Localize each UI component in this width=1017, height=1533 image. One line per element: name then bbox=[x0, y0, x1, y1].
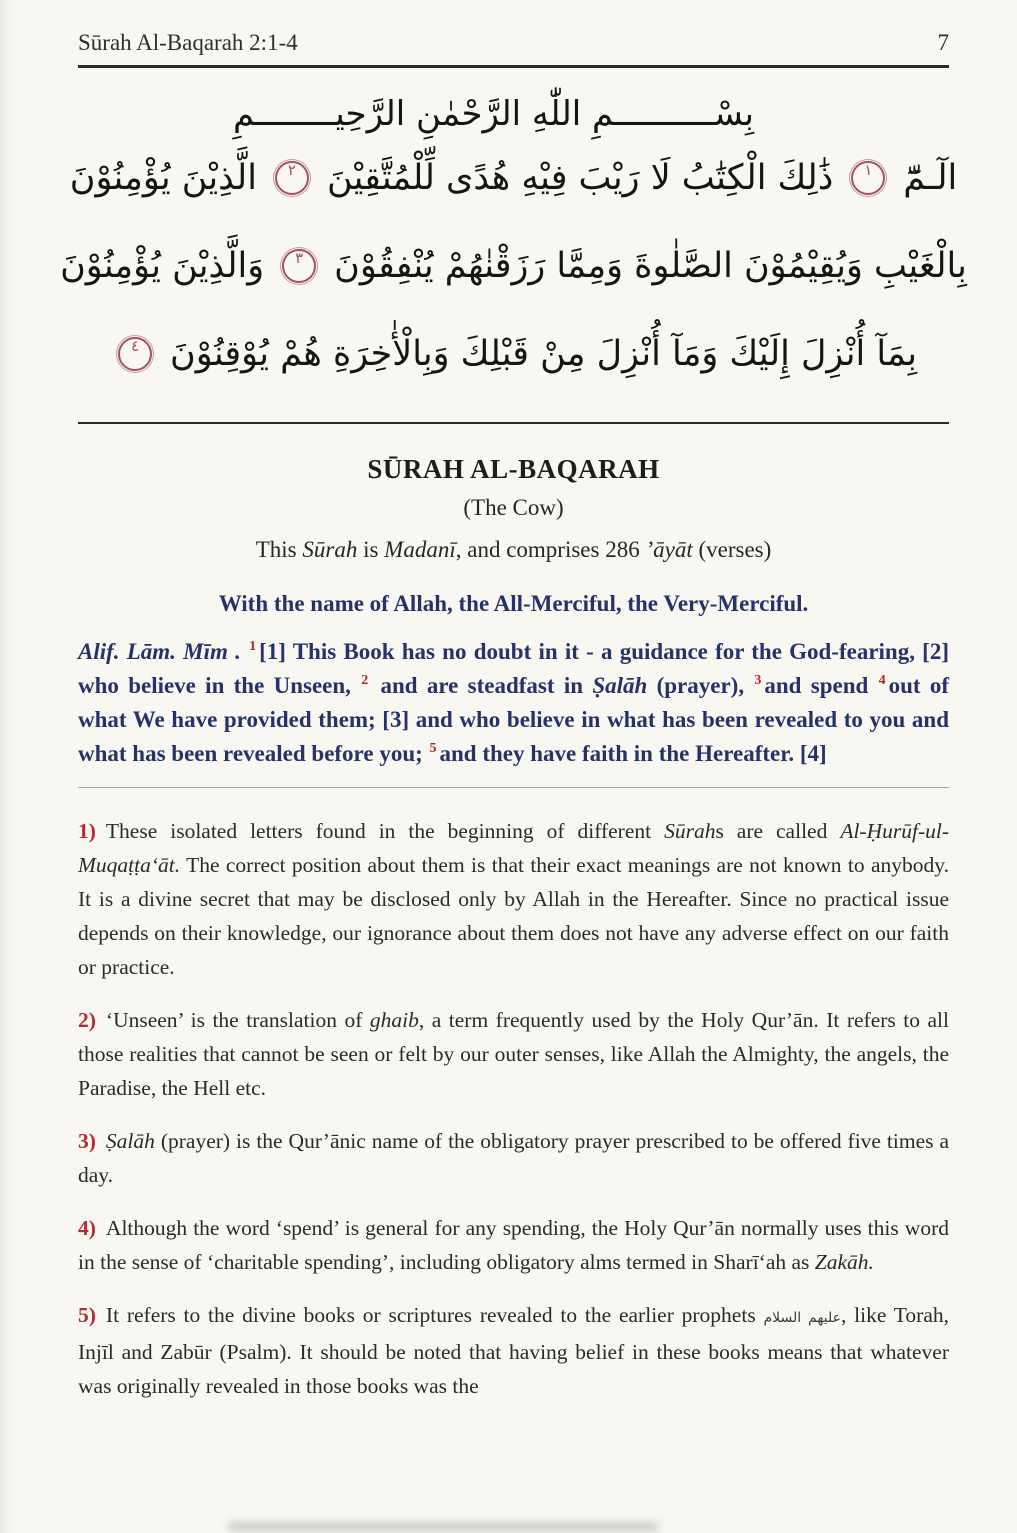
section-rule bbox=[78, 422, 949, 424]
footnotes-section bbox=[78, 814, 949, 1403]
page-number: 7 bbox=[937, 30, 949, 55]
footnote-number: 1) bbox=[78, 819, 96, 843]
footnote-5 bbox=[78, 1298, 949, 1403]
quran-verse-line-2: بِالْغَيْبِ وَيُقِيْمُوْنَ الصَّلٰوةَ وَمِمَّا رَزَقْنٰهُمْ يُنْفِقُوْنَ ٣ وَالَّذِيْنَ يُؤْمِنُوْنَ bbox=[60, 246, 967, 286]
footnote-2 bbox=[78, 1003, 949, 1105]
footnote-text: It refers to the divine books or scriptures revealed to the earlier prophets عليهم السلام, like Torah, Injīl and Zabūr (Psalm). It should be noted that having belief in these books means that whatever was originally revealed in those books was the bbox=[78, 1303, 949, 1398]
surah-subtitle: (The Cow) bbox=[463, 495, 564, 520]
footnote-text: Ṣalāh (prayer) is the Qur’ānic name of the obligatory prayer prescribed to be offered five times a day. bbox=[78, 1129, 949, 1187]
surah-description: This Sūrah is Madanī, and comprises 286 ’āyāt (verses) bbox=[255, 537, 772, 562]
header-rule bbox=[78, 65, 949, 68]
surah-title: SŪRAH AL-BAQARAH bbox=[367, 454, 660, 484]
quran-verse-line-1: الٓـمّٓ ١ ذَٰلِكَ الْكِتَٰبُ لَا رَيْبَ فِيْهِ هُدًى لِّلْمُتَّقِيْنَ ٢ الَّذِيْنَ يُؤْمِنُوْنَ bbox=[69, 158, 958, 198]
footnote-number: 5) bbox=[78, 1303, 96, 1327]
footnote-4 bbox=[78, 1211, 949, 1279]
page-header bbox=[78, 30, 949, 56]
footnote-1 bbox=[78, 814, 949, 984]
footnote-number: 3) bbox=[78, 1129, 96, 1153]
footnote-text: Although the word ‘spend’ is general for any spending, the Holy Qur’ān normally uses this word in the sense of ‘charitable spending’, including obligatory alms termed in Sharī‘ah as Zakāh. bbox=[78, 1216, 949, 1274]
footnote-number: 4) bbox=[78, 1216, 96, 1240]
footnote-text: ‘Unseen’ is the translation of ghaib, a term frequently used by the Holy Qur’ān. It refers to all those realities that cannot be seen or felt by our outer senses, like Allah the Almighty, the angels, the Paradise, the Hell etc. bbox=[78, 1008, 949, 1100]
invocation-line: With the name of Allah, the All-Merciful, the Very-Merciful. bbox=[218, 591, 809, 616]
quran-verse-line-3: بِمَآ أُنْزِلَ إِلَيْكَ وَمَآ أُنْزِلَ مِنْ قَبْلِكَ وَبِالْأٰخِرَةِ هُمْ يُوْقِنُوْنَ ٤ bbox=[78, 310, 949, 398]
translation-paragraph: Alif. Lām. Mīm . $^1$ [1] This Book has no doubt in it - a guidance for the God-fearing, [2] who believe in the Unseen, $^2$ and are steadfast in Ṣalāh (prayer), $^3$ and spend $^4$ out of what We have provided them; [3] and who believe in what has been revealed to you and what has been revealed before you; $^5$ and they have faith in the Hereafter. [4] bbox=[78, 639, 950, 766]
bottom-scan-smudge bbox=[228, 1522, 658, 1531]
running-title: Sūrah Al-Baqarah 2:1-4 bbox=[78, 30, 298, 55]
footnote-number: 2) bbox=[78, 1008, 96, 1032]
footnote-3 bbox=[78, 1124, 949, 1192]
footnote-text: These isolated letters found in the beginning of different Sūrahs are called Al-Ḥurūf-ul-Muqaṭṭa‘āt. The correct position about them is that their exact meanings are not known to anybody. It is a divine secret that may be disclosed only by Allah in the Hereafter. Since no practical issue depends on their knowledge, our ignorance about them does not have any adverse effect on our faith or practice. bbox=[78, 819, 949, 979]
bismillah-calligraphy: بِسْــــــــــمِ اللّٰهِ الرَّحْمٰنِ الرَّحِيــــــــمِ bbox=[232, 94, 755, 134]
footnote-divider bbox=[78, 787, 949, 788]
arabic-quran-block bbox=[60, 94, 967, 398]
